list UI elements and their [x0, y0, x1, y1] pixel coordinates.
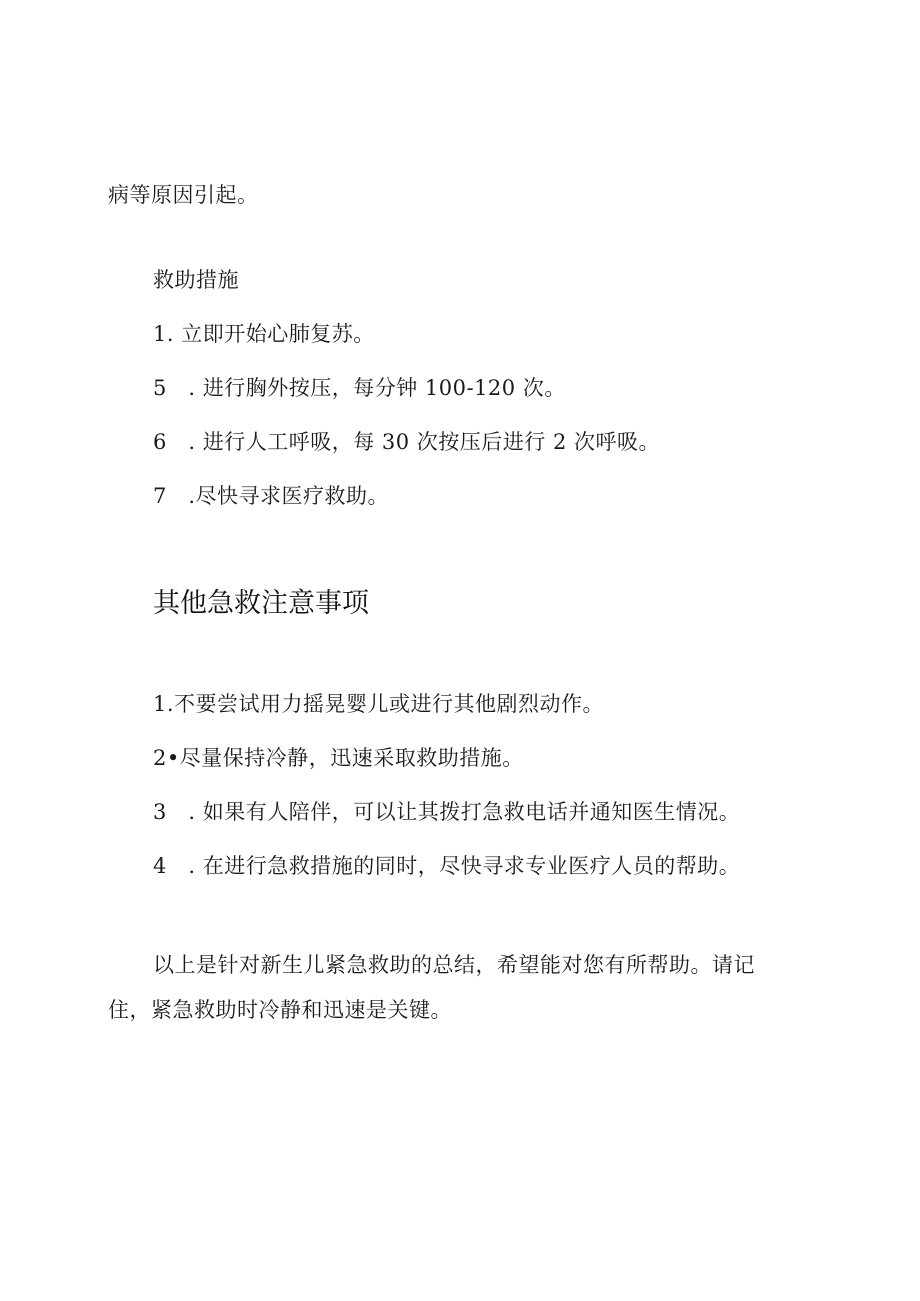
notes-section-heading: 其他急救注意事项	[153, 588, 369, 619]
conclusion-line-1: 以上是针对新生儿紧急救助的总结，希望能对您有所帮助。请记	[153, 953, 755, 977]
continuation-text: 病等原因引起。	[108, 183, 259, 207]
note-item-2: 2•尽量保持冷静，迅速采取救助措施。	[153, 746, 524, 770]
note-item-1: 1.不要尝试用力摇晃婴儿或进行其他剧烈动作。	[153, 692, 605, 716]
rescue-step-7: 7 .尽快寻求医疗救助。	[153, 484, 390, 508]
note-item-4: 4 . 在进行急救措施的同时，尽快寻求专业医疗人员的帮助。	[153, 854, 741, 878]
rescue-step-6: 6 . 进行人工呼吸，每 30 次按压后进行 2 次呼吸。	[153, 430, 660, 454]
rescue-step-5: 5 . 进行胸外按压，每分钟 100-120 次。	[153, 376, 566, 400]
rescue-section-title: 救助措施	[153, 268, 239, 292]
note-item-3: 3 . 如果有人陪伴，可以让其拨打急救电话并通知医生情况。	[153, 800, 741, 824]
rescue-step-1: 1. 立即开始心肺复苏。	[153, 322, 375, 346]
conclusion-line-2: 住，紧急救助时冷静和迅速是关键。	[108, 998, 452, 1022]
